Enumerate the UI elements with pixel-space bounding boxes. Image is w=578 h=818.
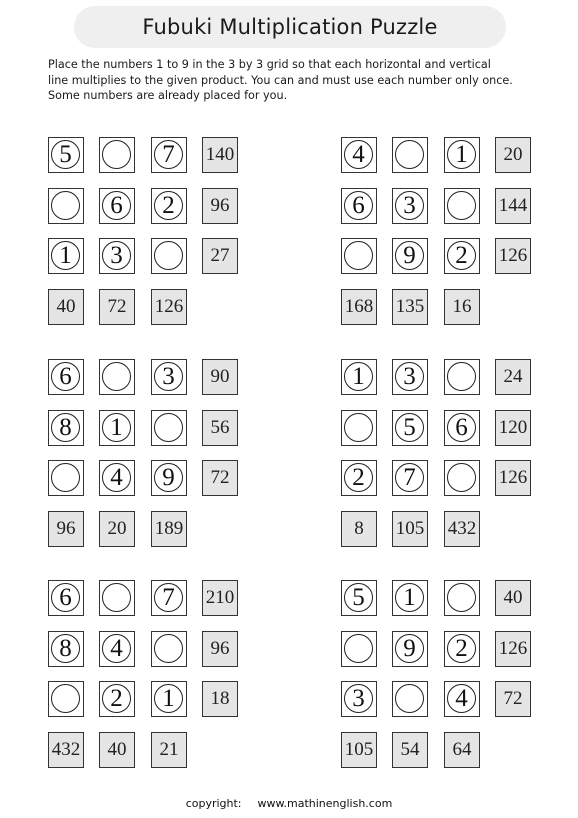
row-product: 90 [202,359,238,395]
grid-cell[interactable] [341,137,377,173]
fubuki-puzzle [341,137,541,337]
row-product: 72 [202,460,238,496]
fubuki-puzzle [48,580,248,780]
cell-number: 1 [344,362,373,391]
row-product: 96 [202,631,238,667]
cell-number: 3 [154,362,183,391]
row-product: 126 [495,238,531,274]
grid-cell[interactable] [151,188,187,224]
grid-cell[interactable] [151,410,187,446]
cell-number [102,362,131,391]
cell-number [447,463,476,492]
row-product: 72 [495,681,531,717]
cell-number [154,413,183,442]
grid-cell[interactable] [48,238,84,274]
grid-cell[interactable] [99,631,135,667]
column-product: 126 [151,289,187,325]
row-product: 144 [495,188,531,224]
cell-number [102,140,131,169]
grid-cell[interactable] [48,359,84,395]
row-product: 27 [202,238,238,274]
cell-number [344,241,373,270]
page-title: Fubuki Multiplication Puzzle [142,15,438,39]
grid-cell[interactable] [151,580,187,616]
grid-cell[interactable] [444,681,480,717]
cell-number: 6 [102,191,131,220]
column-product: 135 [392,289,428,325]
cell-number: 9 [395,241,424,270]
cell-number: 2 [447,634,476,663]
row-product: 56 [202,410,238,446]
cell-number: 7 [154,583,183,612]
column-product: 8 [341,511,377,547]
cell-number: 4 [102,634,131,663]
instruction-line: Place the numbers 1 to 9 in the 3 by 3 grid so that each horizontal and vertical [48,58,491,71]
row-product: 120 [495,410,531,446]
row-product: 18 [202,681,238,717]
grid-cell[interactable] [341,359,377,395]
cell-number [154,241,183,270]
cell-number: 7 [395,463,424,492]
row-product: 126 [495,631,531,667]
column-product: 16 [444,289,480,325]
instructions [48,57,548,104]
grid-cell[interactable] [99,137,135,173]
cell-number: 1 [154,684,183,713]
grid-cell[interactable] [48,681,84,717]
cell-number: 8 [51,634,80,663]
website-link[interactable]: www.mathinenglish.com [257,797,393,810]
grid-cell[interactable] [392,681,428,717]
cell-number: 4 [344,140,373,169]
cell-number [102,583,131,612]
column-product: 20 [99,511,135,547]
fubuki-puzzle [48,137,248,337]
grid-cell[interactable] [392,580,428,616]
cell-number: 2 [102,684,131,713]
cell-number [344,413,373,442]
cell-number: 2 [344,463,373,492]
footer [0,797,578,810]
cell-number: 3 [102,241,131,270]
row-product: 126 [495,460,531,496]
column-product: 105 [341,732,377,768]
grid-cell[interactable] [151,137,187,173]
cell-number: 6 [51,583,80,612]
grid-cell[interactable] [48,137,84,173]
grid-cell[interactable] [392,238,428,274]
cell-number: 1 [447,140,476,169]
column-product: 189 [151,511,187,547]
cell-number: 9 [154,463,183,492]
instruction-line: Some numbers are already placed for you. [48,89,288,102]
cell-number [447,191,476,220]
column-product: 40 [48,289,84,325]
grid-cell[interactable] [48,631,84,667]
grid-cell[interactable] [99,460,135,496]
cell-number: 6 [344,191,373,220]
cell-number: 4 [102,463,131,492]
cell-number [447,362,476,391]
grid-cell[interactable] [99,580,135,616]
cell-number: 2 [154,191,183,220]
cell-number: 3 [395,362,424,391]
cell-number: 1 [102,413,131,442]
grid-cell[interactable] [151,460,187,496]
cell-number: 7 [154,140,183,169]
cell-number [447,583,476,612]
cell-number [344,634,373,663]
column-product: 21 [151,732,187,768]
grid-cell[interactable] [444,238,480,274]
cell-number: 3 [344,684,373,713]
fubuki-puzzle [341,359,541,559]
column-product: 168 [341,289,377,325]
grid-cell[interactable] [151,631,187,667]
cell-number: 8 [51,413,80,442]
grid-cell[interactable] [48,410,84,446]
grid-cell[interactable] [151,359,187,395]
cell-number: 2 [447,241,476,270]
instruction-line: line multiplies to the given product. You can and must use each number only once. [48,73,513,87]
column-product: 40 [99,732,135,768]
cell-number [154,634,183,663]
cell-number: 4 [447,684,476,713]
grid-cell[interactable] [99,410,135,446]
grid-cell[interactable] [341,188,377,224]
grid-cell[interactable] [341,410,377,446]
cell-number: 5 [344,583,373,612]
grid-cell[interactable] [444,359,480,395]
cell-number: 5 [395,413,424,442]
column-product: 54 [392,732,428,768]
copyright-label: copyright: [185,797,242,810]
grid-cell[interactable] [151,681,187,717]
grid-cell[interactable] [341,631,377,667]
grid-cell[interactable] [444,460,480,496]
column-product: 72 [99,289,135,325]
grid-cell[interactable] [392,631,428,667]
row-product: 140 [202,137,238,173]
column-product: 96 [48,511,84,547]
cell-number: 1 [395,583,424,612]
fubuki-puzzle [48,359,248,559]
grid-cell[interactable] [341,681,377,717]
cell-number [51,463,80,492]
grid-cell[interactable] [48,580,84,616]
column-product: 105 [392,511,428,547]
grid-cell[interactable] [151,238,187,274]
grid-cell[interactable] [341,238,377,274]
row-product: 96 [202,188,238,224]
cell-number [51,684,80,713]
grid-cell[interactable] [444,631,480,667]
row-product: 40 [495,580,531,616]
column-product: 432 [444,511,480,547]
cell-number: 6 [51,362,80,391]
column-product: 64 [444,732,480,768]
grid-cell[interactable] [444,410,480,446]
grid-cell[interactable] [341,580,377,616]
cell-number [395,140,424,169]
grid-cell[interactable] [444,188,480,224]
grid-cell[interactable] [392,137,428,173]
cell-number: 9 [395,634,424,663]
row-product: 210 [202,580,238,616]
grid-cell[interactable] [341,460,377,496]
column-product: 432 [48,732,84,768]
grid-cell[interactable] [392,359,428,395]
cell-number: 5 [51,140,80,169]
cell-number: 6 [447,413,476,442]
fubuki-puzzle [341,580,541,780]
cell-number: 3 [395,191,424,220]
grid-cell[interactable] [99,359,135,395]
grid-cell[interactable] [99,238,135,274]
grid-cell[interactable] [48,460,84,496]
cell-number [395,684,424,713]
grid-cell[interactable] [392,410,428,446]
grid-cell[interactable] [444,137,480,173]
cell-number [51,191,80,220]
grid-cell[interactable] [99,681,135,717]
grid-cell[interactable] [444,580,480,616]
grid-cell[interactable] [392,460,428,496]
grid-cell[interactable] [99,188,135,224]
row-product: 24 [495,359,531,395]
cell-number: 1 [51,241,80,270]
title-banner [74,6,506,48]
row-product: 20 [495,137,531,173]
grid-cell[interactable] [392,188,428,224]
grid-cell[interactable] [48,188,84,224]
